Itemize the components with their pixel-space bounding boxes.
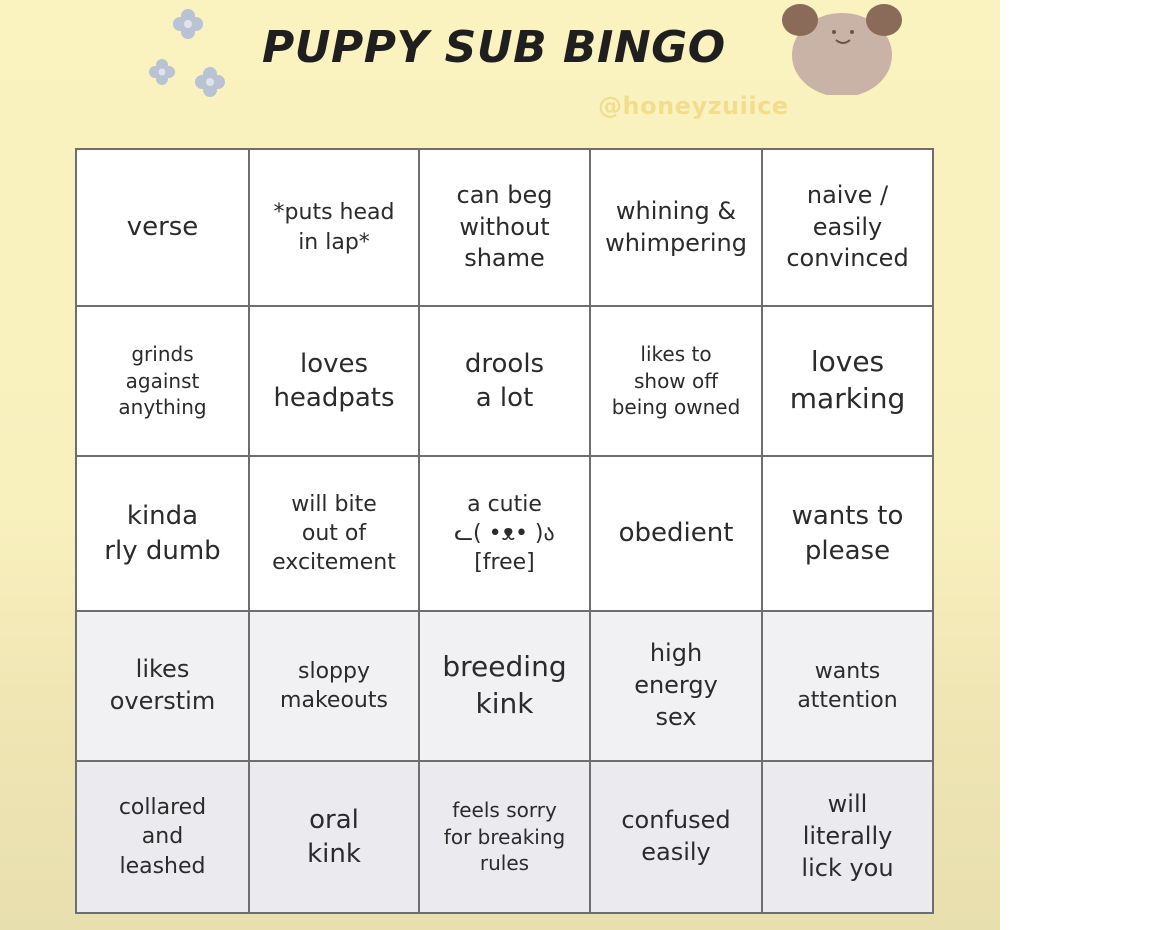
bingo-cell: feels sorry for breaking rules — [419, 761, 590, 913]
bingo-cell: loves marking — [762, 306, 933, 456]
puppy-face-icon — [772, 0, 912, 95]
bingo-cell: verse — [76, 149, 249, 306]
bingo-cell-free: a cutie ᓚ( •ᴥ• )ა [free] — [419, 456, 590, 611]
bingo-cell: can beg without shame — [419, 149, 590, 306]
bingo-cell: likes overstim — [76, 611, 249, 761]
bingo-cell: likes to show off being owned — [590, 306, 762, 456]
bingo-cell: grinds against anything — [76, 306, 249, 456]
bingo-row — [76, 149, 933, 306]
bingo-row — [76, 761, 933, 913]
bingo-cell: loves headpats — [249, 306, 419, 456]
bingo-cell: breeding kink — [419, 611, 590, 761]
bingo-row — [76, 456, 933, 611]
bingo-cell: obedient — [590, 456, 762, 611]
bingo-cell: drools a lot — [419, 306, 590, 456]
bingo-cell: oral kink — [249, 761, 419, 913]
bingo-cell: sloppy makeouts — [249, 611, 419, 761]
bingo-cell: naive / easily convinced — [762, 149, 933, 306]
bingo-cell: wants attention — [762, 611, 933, 761]
bingo-row — [76, 611, 933, 761]
bingo-cell: collared and leashed — [76, 761, 249, 913]
bingo-cell: kinda rly dumb — [76, 456, 249, 611]
author-handle: @honeyzuiice — [598, 92, 789, 120]
bingo-cell: will bite out of excitement — [249, 456, 419, 611]
bingo-cell: will literally lick you — [762, 761, 933, 913]
bingo-cell: wants to please — [762, 456, 933, 611]
bingo-cell: *puts head in lap* — [249, 149, 419, 306]
bingo-row — [76, 306, 933, 456]
bingo-grid — [75, 148, 934, 914]
bingo-cell: whining & whimpering — [590, 149, 762, 306]
page-title: PUPPY SUB BINGO — [262, 22, 726, 73]
bingo-cell: confused easily — [590, 761, 762, 913]
flower-cluster-icon — [138, 0, 248, 110]
bingo-cell: high energy sex — [590, 611, 762, 761]
